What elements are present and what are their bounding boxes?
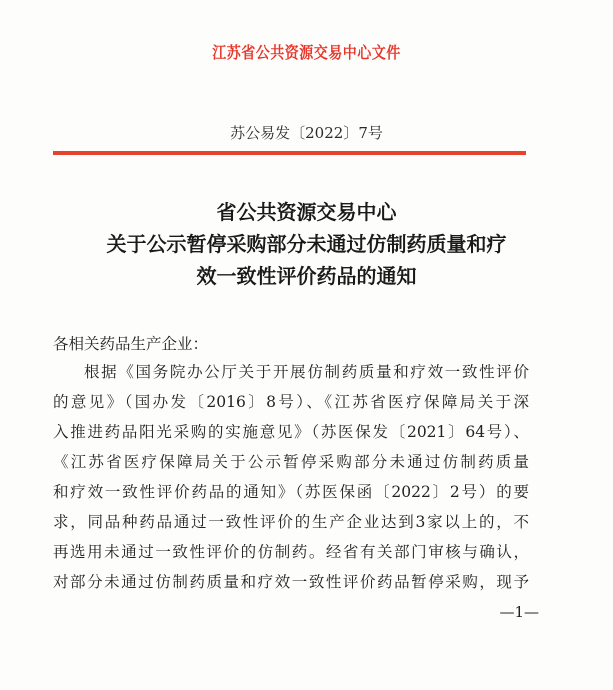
body-line-6: 求，同品种药品通过一致性评价的生产企业达到3家以上的，不 (53, 513, 529, 531)
title-line-3: 效一致性评价药品的通知 (196, 264, 417, 288)
body-paragraph (53, 357, 529, 597)
document-number: 苏公易发〔2022〕7号 (230, 124, 383, 142)
body-line-7: 再选用未通过一致性评价的仿制药。经省有关部门审核与确认， (53, 543, 529, 561)
notice-title (0, 196, 613, 292)
letterhead-title: 江苏省公共资源交易中心文件 (212, 44, 401, 63)
title-line-2: 关于公示暂停采购部分未通过仿制药质量和疗 (106, 232, 507, 256)
title-line-1: 省公共资源交易中心 (216, 200, 397, 224)
page-number: —1— (499, 603, 539, 621)
body-line-3: 入推进药品阳光采购的实施意见》（苏医保发〔2021〕64号）、 (53, 423, 529, 441)
body-line-2: 的意见》（国办发〔2016〕8号）、《江苏省医疗保障局关于深 (53, 393, 529, 411)
body-line-1: 根据《国务院办公厅关于开展仿制药质量和疗效一致性评价 (84, 363, 529, 381)
salutation: 各相关药品生产企业： (53, 335, 209, 353)
body-line-8: 对部分未通过仿制药质量和疗效一致性评价药品暂停采购，现予 (53, 573, 529, 591)
red-divider-rule (53, 151, 526, 155)
body-line-4: 《江苏省医疗保障局关于公示暂停采购部分未通过仿制药质量 (53, 453, 529, 471)
body-line-5: 和疗效一致性评价药品的通知》（苏医保函〔2022〕2号）的要 (53, 483, 529, 501)
